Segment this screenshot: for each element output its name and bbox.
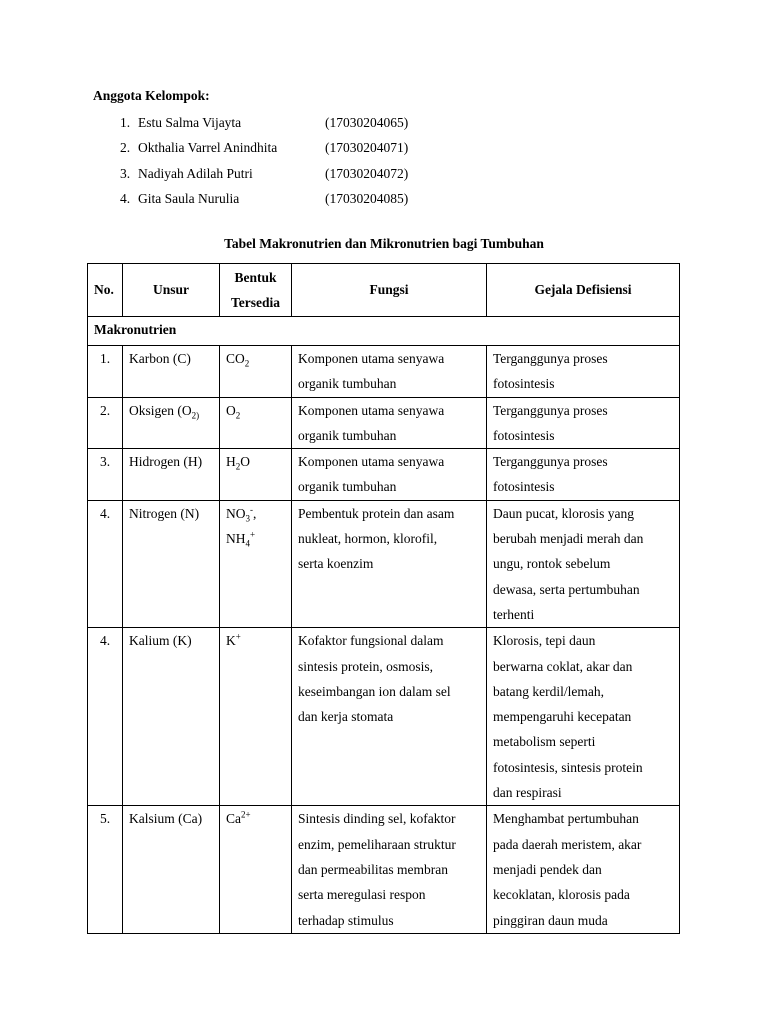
cell-gejala — [487, 346, 680, 398]
gejala-line: fotosintesis, sintesis protein — [493, 759, 643, 775]
fungsi-line: sintesis protein, osmosis, — [298, 658, 434, 674]
formula-sup: + — [235, 631, 241, 642]
cell-no: 5. — [88, 806, 123, 933]
fungsi-line: terhadap stimulus — [298, 912, 394, 928]
gejala-line: Terganggunya proses — [493, 454, 608, 470]
cell-no: 3. — [88, 449, 123, 501]
table-row — [88, 397, 680, 449]
cell-gejala — [487, 628, 680, 806]
gejala-line: berubah menjadi merah dan — [493, 531, 644, 547]
gejala-line: metabolism seperti — [493, 734, 596, 750]
member-name: Estu Salma Vijayta — [138, 115, 242, 130]
cell-no: 1. — [88, 346, 123, 398]
member-number: 3. — [120, 165, 131, 181]
gejala-line: terhenti — [493, 606, 535, 622]
cell-no: 4. — [88, 500, 123, 627]
member-number: 2. — [120, 140, 131, 156]
header-unsur: Unsur — [123, 264, 220, 317]
header-bentuk-tersedia — [220, 264, 292, 317]
section-row — [88, 317, 680, 346]
header-gejala: Gejala Defisiensi — [487, 264, 680, 317]
table-row — [88, 449, 680, 501]
fungsi-line: serta koenzim — [298, 556, 374, 572]
fungsi-line: dan kerja stomata — [298, 709, 394, 725]
formula-base: H — [226, 454, 236, 470]
gejala-line: mempengaruhi kecepatan — [493, 709, 632, 725]
table-row — [88, 628, 680, 806]
fungsi-line: enzim, pemeliharaan struktur — [298, 836, 456, 852]
formula-base: Ca — [226, 811, 241, 827]
cell-no: 4. — [88, 628, 123, 806]
cell-unsur: Hidrogen (H) — [123, 449, 220, 501]
formula-base: NO — [226, 505, 246, 521]
cell-formula — [220, 449, 292, 501]
members-title: Anggota Kelompok: — [93, 88, 210, 103]
unsur-sub: 2) — [191, 410, 200, 421]
formula-sub: 2 — [244, 358, 250, 369]
formula-sub: 2 — [235, 461, 241, 472]
formula-base: O — [226, 402, 236, 418]
header-no: No. — [88, 264, 123, 317]
gejala-line: Daun pucat, klorosis yang — [493, 505, 634, 521]
cell-fungsi — [292, 449, 487, 501]
section-label: Makronutrien — [88, 317, 680, 346]
cell-gejala — [487, 449, 680, 501]
member-item — [120, 186, 408, 211]
cell-unsur: Nitrogen (N) — [123, 500, 220, 627]
formula-sup: 2+ — [241, 809, 251, 820]
gejala-line: Menghambat pertumbuhan — [493, 811, 639, 827]
member-nim: (17030204085) — [325, 190, 409, 206]
fungsi-line: Komponen utama senyawa — [298, 454, 445, 470]
member-nim: (17030204071) — [325, 140, 409, 156]
formula-post: , — [253, 505, 257, 521]
member-item — [120, 135, 408, 160]
cell-no: 2. — [88, 397, 123, 449]
cell-formula — [220, 346, 292, 398]
cell-unsur: Kalsium (Ca) — [123, 806, 220, 933]
cell-gejala — [487, 397, 680, 449]
gejala-line: Terganggunya proses — [493, 402, 608, 418]
table-row — [88, 500, 680, 627]
fungsi-line: organik tumbuhan — [298, 376, 397, 392]
member-name: Gita Saula Nurulia — [138, 190, 240, 206]
cell-fungsi — [292, 628, 487, 806]
cell-fungsi — [292, 500, 487, 627]
fungsi-line: Komponen utama senyawa — [298, 402, 445, 418]
gejala-line: Klorosis, tepi daun — [493, 633, 596, 649]
gejala-line: pada daerah meristem, akar — [493, 836, 642, 852]
member-number: 4. — [120, 190, 131, 206]
header-fungsi: Fungsi — [292, 264, 487, 317]
member-name: Okthalia Varrel Anindhita — [138, 140, 278, 156]
gejala-line: fotosintesis — [493, 479, 555, 495]
fungsi-line: Pembentuk protein dan asam — [298, 505, 455, 521]
cell-fungsi — [292, 806, 487, 933]
gejala-line: pinggiran daun muda — [493, 912, 608, 928]
cell-unsur — [123, 397, 220, 449]
table-title: Tabel Makronutrien dan Mikronutrien bagi Tumbuhan — [224, 236, 544, 251]
cell-formula — [220, 806, 292, 933]
formula-base: NH — [226, 531, 246, 547]
fungsi-line: Komponen utama senyawa — [298, 351, 445, 366]
gejala-line: menjadi pendek dan — [493, 861, 602, 877]
member-item — [120, 110, 408, 135]
cell-formula — [220, 500, 292, 627]
gejala-line: dewasa, serta pertumbuhan — [493, 581, 640, 597]
fungsi-line: nukleat, hormon, klorofil, — [298, 531, 438, 547]
header-bentuk-line2: Tersedia — [230, 295, 280, 310]
fungsi-line: serta meregulasi respon — [298, 887, 426, 903]
gejala-line: fotosintesis — [493, 427, 555, 443]
gejala-line: kecoklatan, klorosis pada — [493, 887, 630, 903]
gejala-line: dan respirasi — [493, 785, 562, 801]
fungsi-line: organik tumbuhan — [298, 427, 397, 443]
cell-gejala — [487, 806, 680, 933]
members-list — [120, 110, 408, 211]
gejala-line: berwarna coklat, akar dan — [493, 658, 633, 674]
gejala-line: Terganggunya proses — [493, 351, 608, 366]
formula-post: O — [240, 454, 250, 470]
member-nim: (17030204072) — [325, 165, 409, 181]
fungsi-line: Sintesis dinding sel, kofaktor — [298, 811, 456, 827]
fungsi-line: Kofaktor fungsional dalam — [298, 633, 444, 649]
cell-gejala — [487, 500, 680, 627]
member-item — [120, 161, 408, 186]
cell-formula — [220, 628, 292, 806]
cell-formula — [220, 397, 292, 449]
formula-sup: + — [250, 529, 256, 540]
gejala-line: batang kerdil/lemah, — [493, 683, 604, 699]
table-header-row — [88, 264, 680, 317]
nutrient-table — [87, 263, 680, 934]
fungsi-line: keseimbangan ion dalam sel — [298, 683, 451, 699]
table-row — [88, 346, 680, 398]
formula-sup: - — [250, 504, 253, 515]
fungsi-line: organik tumbuhan — [298, 479, 397, 495]
fungsi-line: dan permeabilitas membran — [298, 861, 448, 877]
gejala-line: fotosintesis — [493, 376, 555, 392]
formula-sub: 3 — [245, 513, 250, 524]
header-bentuk-line1: Bentuk — [234, 269, 277, 285]
formula-sub: 2 — [235, 410, 241, 421]
cell-fungsi — [292, 346, 487, 398]
member-name: Nadiyah Adilah Putri — [138, 165, 253, 181]
unsur-base: Oksigen (O — [129, 402, 192, 418]
member-number: 1. — [120, 115, 131, 130]
table-row — [88, 806, 680, 933]
formula-sub: 4 — [245, 538, 250, 549]
formula-base: CO — [226, 351, 245, 366]
cell-unsur: Karbon (C) — [123, 346, 220, 398]
cell-fungsi — [292, 397, 487, 449]
gejala-line: ungu, rontok sebelum — [493, 556, 611, 572]
member-nim: (17030204065) — [325, 115, 409, 130]
formula-base: K — [226, 633, 236, 649]
cell-unsur: Kalium (K) — [123, 628, 220, 806]
